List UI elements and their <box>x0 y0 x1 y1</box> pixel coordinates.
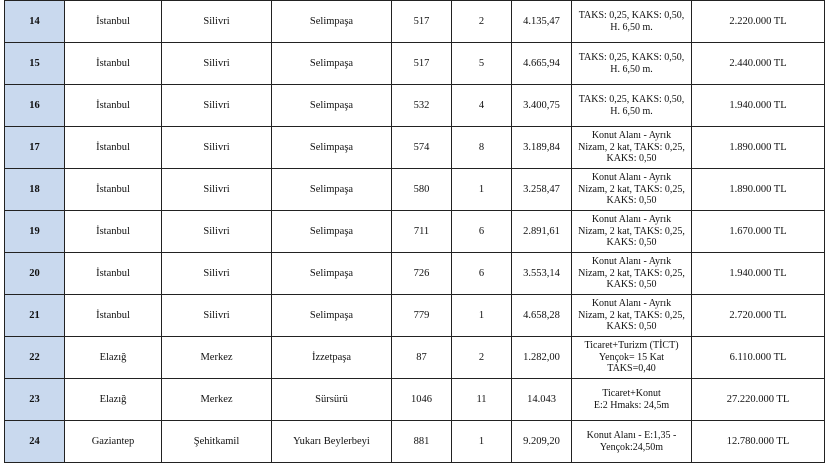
zoning-description-line: H. 6,50 m. <box>610 21 653 33</box>
price-cell: 2.440.000 TL <box>692 43 825 85</box>
zoning-description-line: H. 6,50 m. <box>610 105 653 117</box>
city-cell: İstanbul <box>65 253 162 295</box>
parcel-cell: 8 <box>452 127 512 169</box>
row-number: 22 <box>5 337 65 379</box>
zoning-description-line: Yençok:24,50m <box>599 441 664 453</box>
district-cell: Silivri <box>162 43 272 85</box>
district-cell: Merkez <box>162 337 272 379</box>
area-cell: 1.282,00 <box>512 337 572 379</box>
area-cell: 9.209,20 <box>512 421 572 463</box>
price-cell: 6.110.000 TL <box>692 337 825 379</box>
property-table <box>4 0 825 463</box>
block-cell: 532 <box>392 85 452 127</box>
parcel-cell: 1 <box>452 169 512 211</box>
table-row <box>5 337 825 379</box>
zoning-description-line: Yençok= 15 Kat <box>598 351 665 363</box>
row-number: 24 <box>5 421 65 463</box>
zoning-description-line: Ticaret+Turizm (TİCT) <box>584 340 679 352</box>
district-cell: Silivri <box>162 127 272 169</box>
zoning-description-line: Konut Alanı - Ayrık <box>591 172 672 184</box>
zoning-description-line: TAKS: 0,25, KAKS: 0,50, <box>578 52 685 63</box>
area-cell: 4.665,94 <box>512 43 572 85</box>
zoning-description-cell <box>572 169 692 211</box>
district-cell: Silivri <box>162 253 272 295</box>
area-cell: 2.891,61 <box>512 211 572 253</box>
zoning-description-line: KAKS: 0,50 <box>606 321 657 333</box>
zoning-description-cell <box>572 1 692 43</box>
block-cell: 517 <box>392 43 452 85</box>
block-cell: 580 <box>392 169 452 211</box>
zoning-description-line: KAKS: 0,50 <box>606 279 657 291</box>
district-cell: Silivri <box>162 85 272 127</box>
zoning-description-cell <box>572 85 692 127</box>
zoning-description-line: Nizam, 2 kat, TAKS: 0,25, <box>578 309 685 321</box>
parcel-cell: 6 <box>452 211 512 253</box>
table-row <box>5 211 825 253</box>
block-cell: 726 <box>392 253 452 295</box>
zoning-description-line: TAKS: 0,25, KAKS: 0,50, <box>578 94 685 105</box>
parcel-cell: 5 <box>452 43 512 85</box>
price-cell: 27.220.000 TL <box>692 379 825 421</box>
quarter-cell: Selimpaşa <box>272 295 392 337</box>
city-cell: İstanbul <box>65 1 162 43</box>
zoning-description-line: H. 6,50 m. <box>610 63 653 75</box>
row-number: 16 <box>5 85 65 127</box>
row-number: 19 <box>5 211 65 253</box>
zoning-description-cell <box>572 379 692 421</box>
table-row <box>5 169 825 211</box>
parcel-cell: 2 <box>452 337 512 379</box>
table-row <box>5 253 825 295</box>
district-cell: Şehitkamil <box>162 421 272 463</box>
row-number: 20 <box>5 253 65 295</box>
quarter-cell: Selimpaşa <box>272 43 392 85</box>
zoning-description-cell <box>572 295 692 337</box>
zoning-description-line: Konut Alanı - Ayrık <box>591 214 672 226</box>
quarter-cell: Sürsürü <box>272 379 392 421</box>
city-cell: Elazığ <box>65 337 162 379</box>
area-cell: 3.189,84 <box>512 127 572 169</box>
row-number: 23 <box>5 379 65 421</box>
quarter-cell: Selimpaşa <box>272 169 392 211</box>
city-cell: İstanbul <box>65 211 162 253</box>
area-cell: 14.043 <box>512 379 572 421</box>
parcel-cell: 4 <box>452 85 512 127</box>
district-cell: Silivri <box>162 211 272 253</box>
zoning-description-cell <box>572 127 692 169</box>
table-row <box>5 85 825 127</box>
zoning-description-line: Nizam, 2 kat, TAKS: 0,25, <box>578 267 685 279</box>
row-number: 21 <box>5 295 65 337</box>
zoning-description-line: E:2 Hmaks: 24,5m <box>593 399 670 411</box>
zoning-description-cell <box>572 253 692 295</box>
price-cell: 2.720.000 TL <box>692 295 825 337</box>
parcel-cell: 1 <box>452 421 512 463</box>
row-number: 17 <box>5 127 65 169</box>
city-cell: İstanbul <box>65 127 162 169</box>
parcel-cell: 2 <box>452 1 512 43</box>
price-cell: 2.220.000 TL <box>692 1 825 43</box>
zoning-description-line: Konut Alanı - Ayrık <box>591 130 672 142</box>
zoning-description-line: KAKS: 0,50 <box>606 237 657 249</box>
price-cell: 1.670.000 TL <box>692 211 825 253</box>
block-cell: 711 <box>392 211 452 253</box>
area-cell: 3.553,14 <box>512 253 572 295</box>
parcel-cell: 1 <box>452 295 512 337</box>
quarter-cell: İzzetpaşa <box>272 337 392 379</box>
price-cell: 1.940.000 TL <box>692 85 825 127</box>
quarter-cell: Yukarı Beylerbeyi <box>272 421 392 463</box>
zoning-description-line: Nizam, 2 kat, TAKS: 0,25, <box>578 225 685 237</box>
zoning-description-cell <box>572 421 692 463</box>
city-cell: Elazığ <box>65 379 162 421</box>
area-cell: 3.400,75 <box>512 85 572 127</box>
quarter-cell: Selimpaşa <box>272 127 392 169</box>
zoning-description-line: Konut Alanı - Ayrık <box>591 256 672 268</box>
quarter-cell: Selimpaşa <box>272 85 392 127</box>
table-row <box>5 1 825 43</box>
zoning-description-cell <box>572 211 692 253</box>
zoning-description-cell <box>572 337 692 379</box>
city-cell: Gaziantep <box>65 421 162 463</box>
zoning-description-line: Nizam, 2 kat, TAKS: 0,25, <box>578 141 685 153</box>
zoning-description-cell <box>572 43 692 85</box>
table-row <box>5 379 825 421</box>
district-cell: Silivri <box>162 1 272 43</box>
district-cell: Merkez <box>162 379 272 421</box>
area-cell: 4.658,28 <box>512 295 572 337</box>
quarter-cell: Selimpaşa <box>272 253 392 295</box>
table-row <box>5 295 825 337</box>
area-cell: 3.258,47 <box>512 169 572 211</box>
block-cell: 881 <box>392 421 452 463</box>
zoning-description-line: Nizam, 2 kat, TAKS: 0,25, <box>578 183 685 195</box>
quarter-cell: Selimpaşa <box>272 211 392 253</box>
zoning-description-line: Ticaret+Konut <box>602 388 661 399</box>
zoning-description-line: Konut Alanı - E:1,35 - <box>586 430 677 441</box>
city-cell: İstanbul <box>65 295 162 337</box>
district-cell: Silivri <box>162 169 272 211</box>
price-cell: 1.890.000 TL <box>692 127 825 169</box>
price-cell: 1.890.000 TL <box>692 169 825 211</box>
block-cell: 574 <box>392 127 452 169</box>
table-body <box>5 1 825 463</box>
table-row <box>5 43 825 85</box>
parcel-cell: 11 <box>452 379 512 421</box>
row-number: 15 <box>5 43 65 85</box>
block-cell: 517 <box>392 1 452 43</box>
price-cell: 1.940.000 TL <box>692 253 825 295</box>
price-cell: 12.780.000 TL <box>692 421 825 463</box>
table-row <box>5 421 825 463</box>
block-cell: 779 <box>392 295 452 337</box>
city-cell: İstanbul <box>65 43 162 85</box>
zoning-description-line: TAKS=0,40 <box>607 363 656 375</box>
city-cell: İstanbul <box>65 169 162 211</box>
row-number: 18 <box>5 169 65 211</box>
parcel-cell: 6 <box>452 253 512 295</box>
table-row <box>5 127 825 169</box>
quarter-cell: Selimpaşa <box>272 1 392 43</box>
zoning-description-line: KAKS: 0,50 <box>606 153 657 165</box>
area-cell: 4.135,47 <box>512 1 572 43</box>
zoning-description-line: TAKS: 0,25, KAKS: 0,50, <box>578 10 685 21</box>
block-cell: 87 <box>392 337 452 379</box>
row-number: 14 <box>5 1 65 43</box>
city-cell: İstanbul <box>65 85 162 127</box>
zoning-description-line: KAKS: 0,50 <box>606 195 657 207</box>
district-cell: Silivri <box>162 295 272 337</box>
zoning-description-line: Konut Alanı - Ayrık <box>591 298 672 310</box>
block-cell: 1046 <box>392 379 452 421</box>
